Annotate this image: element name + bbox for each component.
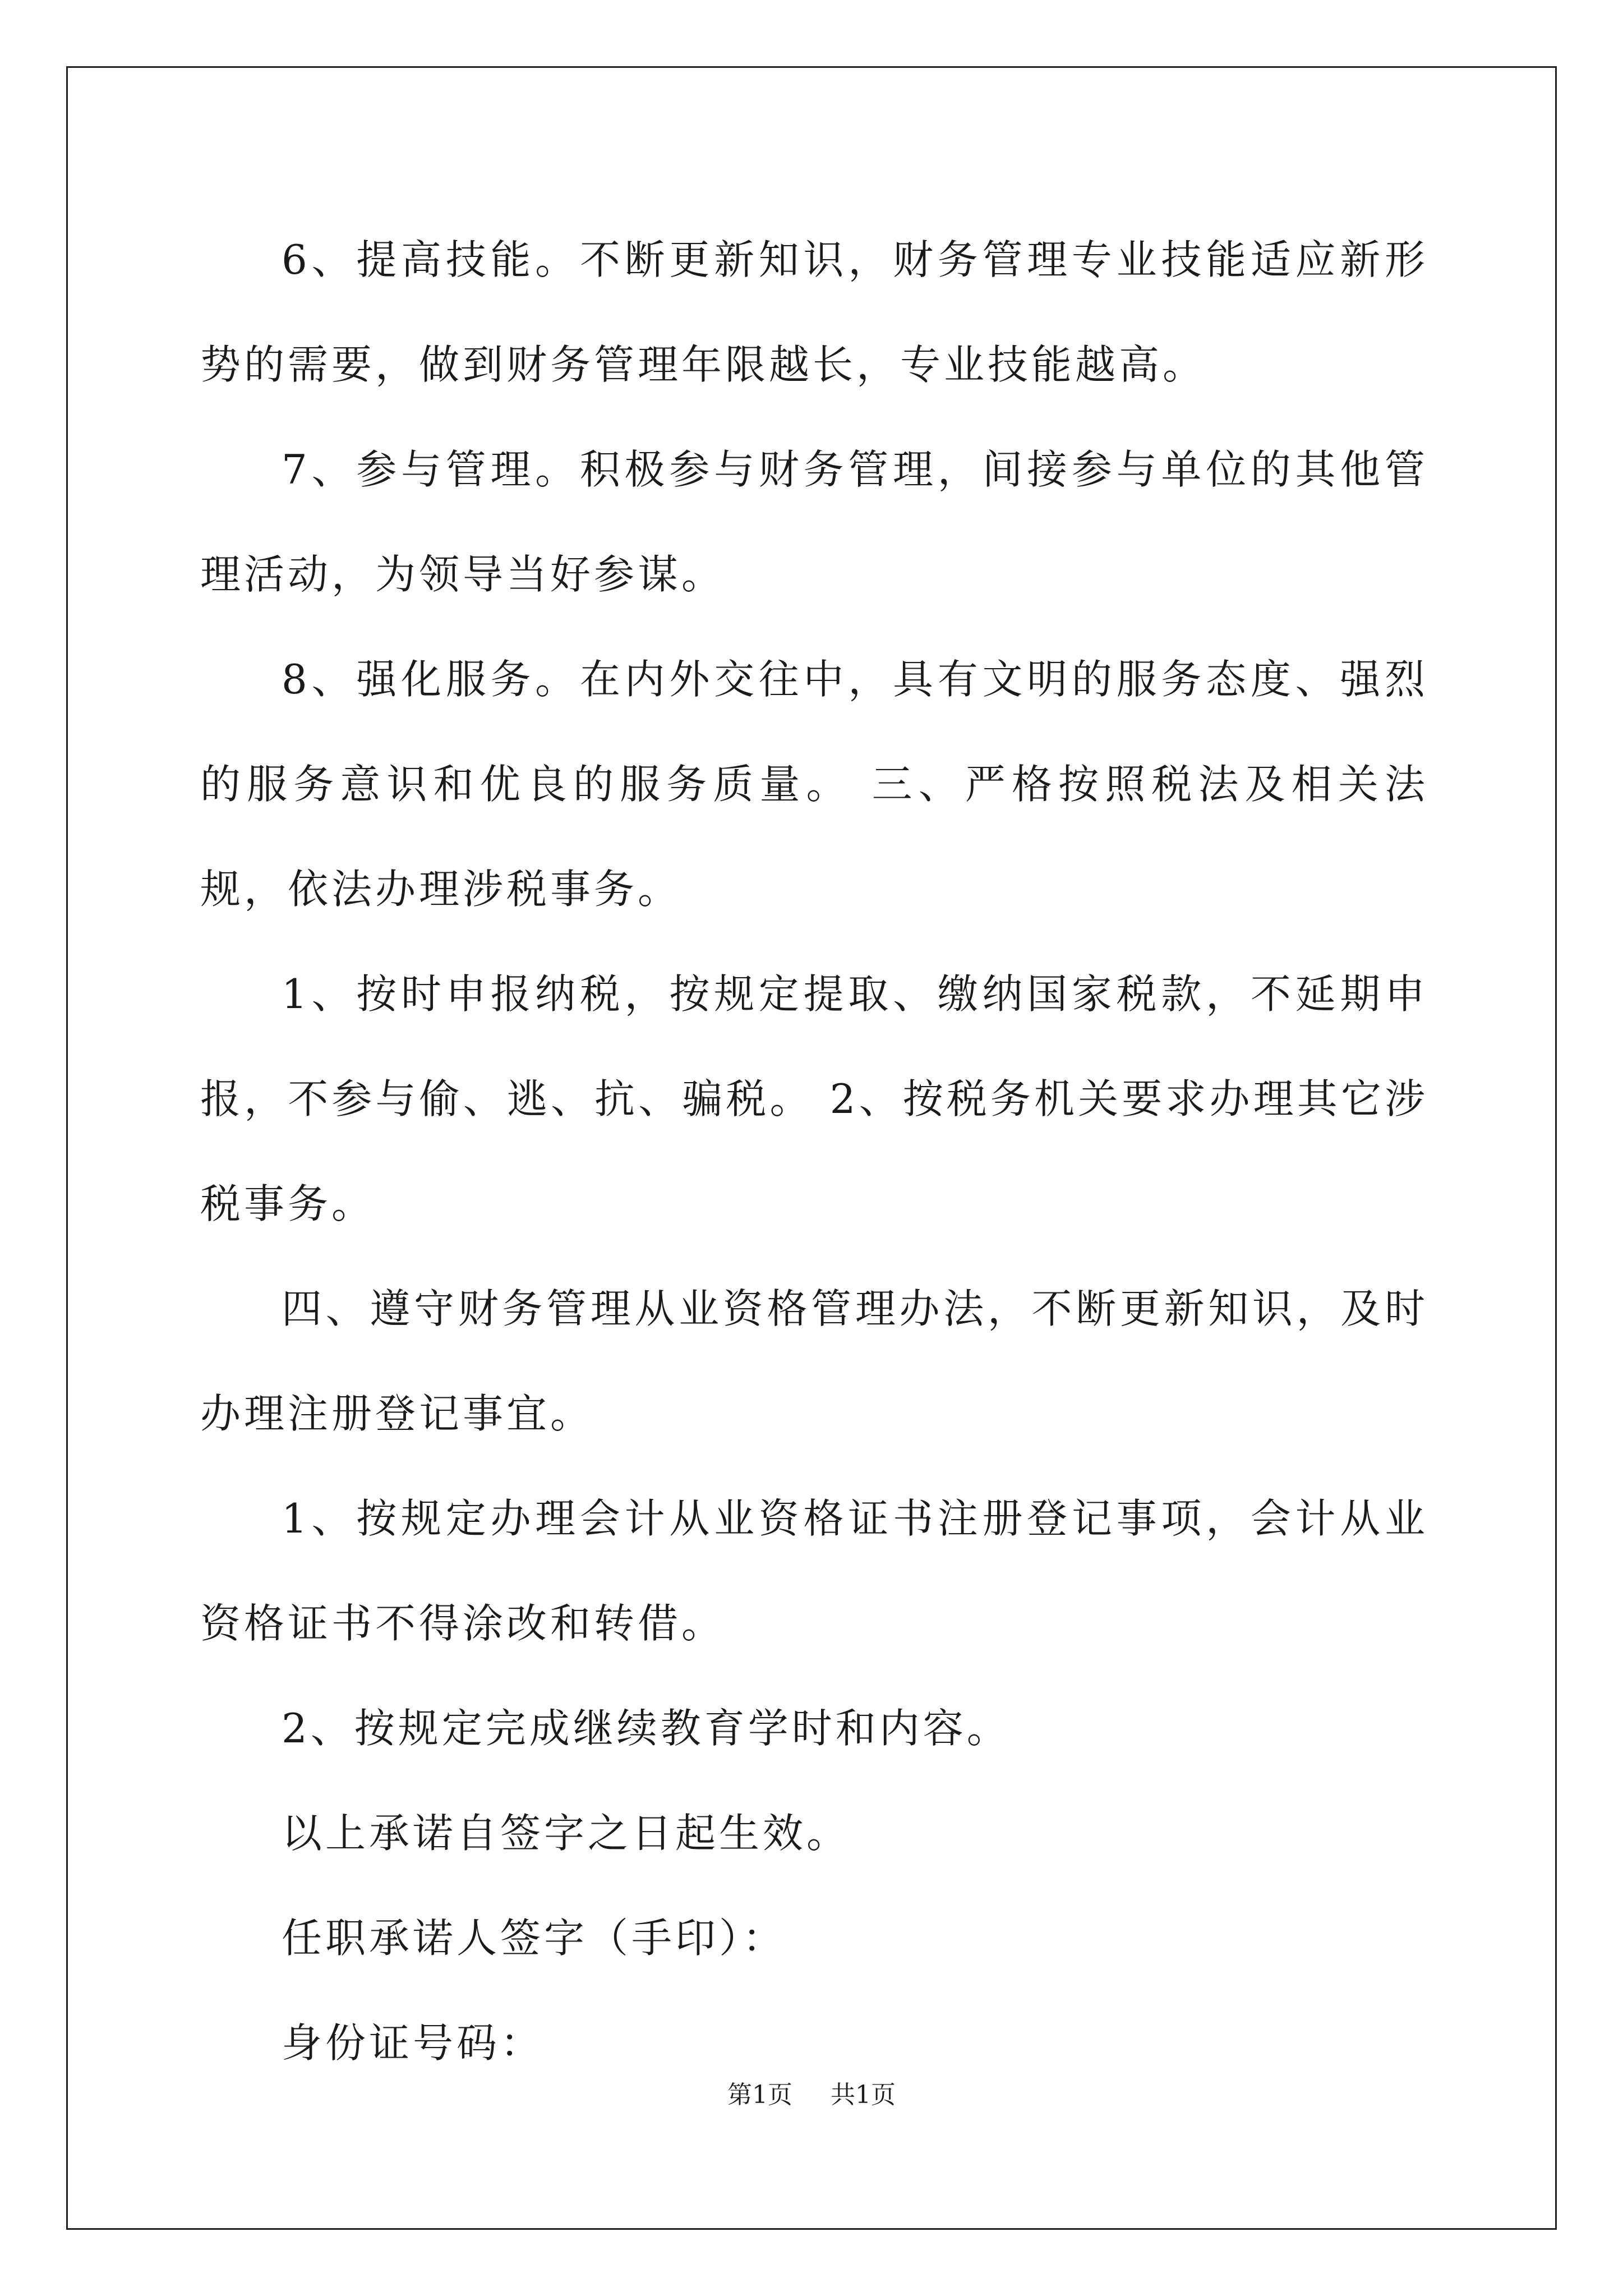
signature-line: 任职承诺人签字（手印）：: [282, 1915, 787, 1962]
paragraph-tax-filing: 1、按时申报纳税，按规定提取、缴纳国家税款，不延期申报，不参与偷、逃、抗、骗税。 2、按税务机关要求办理其它涉税事务。: [200, 970, 1428, 1227]
paragraph-participation: 7、参与管理。积极参与财务管理，间接参与单位的其他管理活动，为领导当好参谋。: [200, 446, 1428, 598]
paragraph-skills: 6、提高技能。不断更新知识，财务管理专业技能适应新形势的需要，做到财务管理年限越长，专业技能越高。: [200, 236, 1428, 388]
paragraph-effective: 以上承诺自签字之日起生效。: [282, 1810, 851, 1857]
document-body: [200, 208, 1428, 2096]
paragraph-qualification: 四、遵守财务管理从业资格管理办法，不断更新知识，及时办理注册登记事宜。: [200, 1285, 1428, 1437]
paragraph-registration: 1、按规定办理会计从业资格证书注册登记事项，会计从业资格证书不得涂改和转借。: [200, 1495, 1428, 1647]
page-number: 第1页: [727, 2081, 792, 2109]
page-footer: [0, 2078, 1623, 2112]
paragraph-service: 8、强化服务。在内外交往中，具有文明的服务态度、强烈的服务意识和优良的服务质量。 三、严格按照税法及相关法规，依法办理涉税事务。: [200, 656, 1428, 913]
paragraph-education: 2、按规定完成继续教育学时和内容。: [282, 1705, 1011, 1752]
page-total: 共1页: [831, 2081, 896, 2109]
id-number-line: 身份证号码：: [282, 2019, 545, 2067]
